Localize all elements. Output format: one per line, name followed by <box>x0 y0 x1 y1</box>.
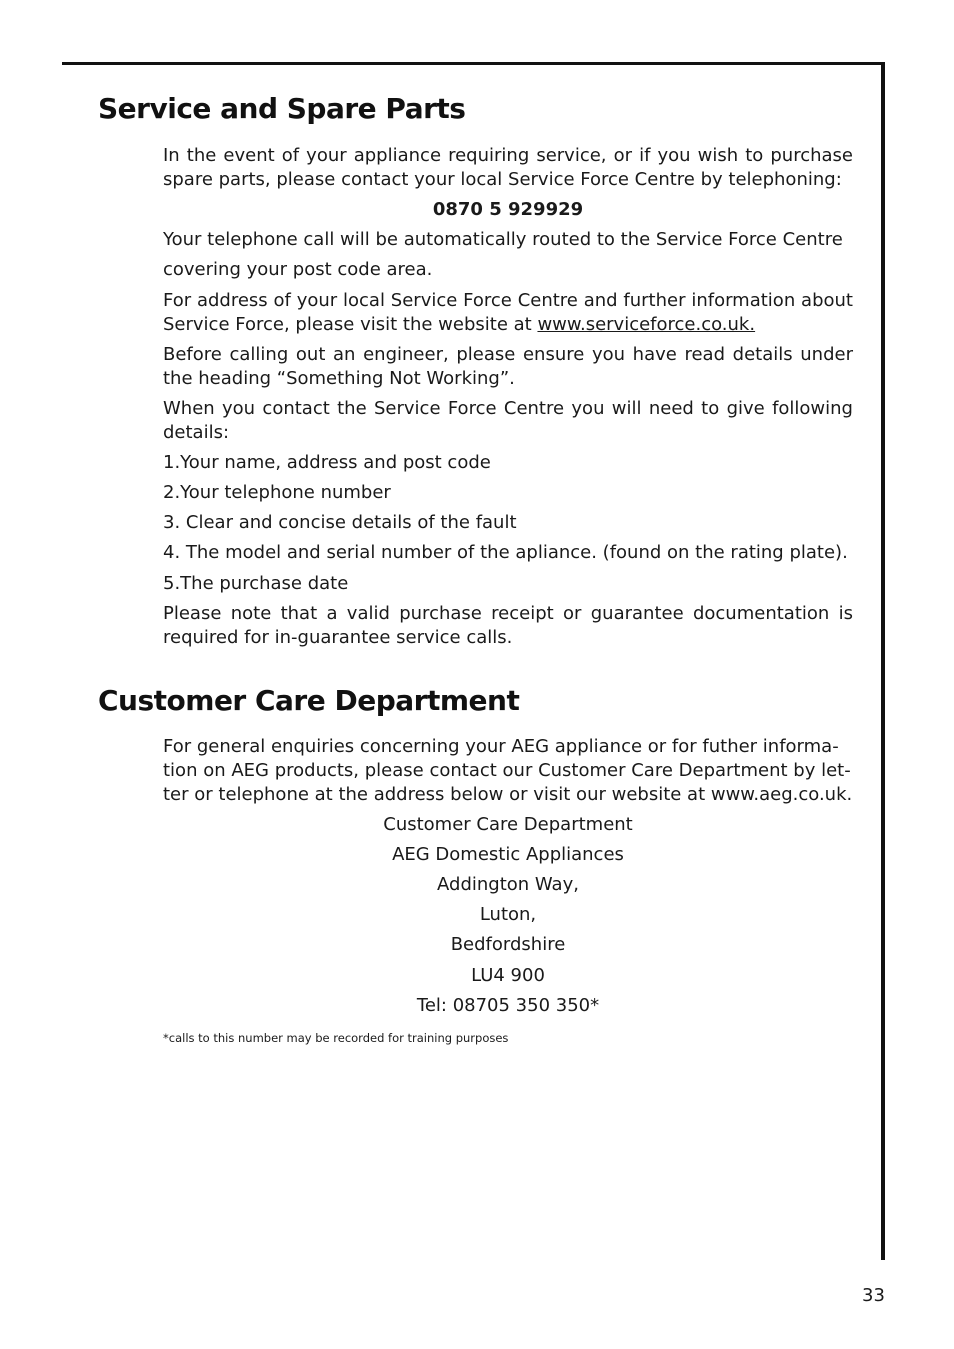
receipt-note: Please note that a valid purchase receipt or guarantee documentation is required for in-guarantee service calls. <box>163 603 853 648</box>
service-heading: Service and Spare Parts <box>98 92 466 125</box>
footnote: *calls to this number may be recorded for training purposes <box>163 1031 509 1045</box>
routing-line-1: Your telephone call will be automatically routed to the Service Force Centre <box>163 229 843 250</box>
page-frame-right-rule <box>881 62 885 1260</box>
routing-line-2: covering your post code area. <box>163 259 433 280</box>
address-line: LU4 900 <box>471 965 545 986</box>
detail-item: 5.The purchase date <box>163 573 349 594</box>
address-line: Customer Care Department <box>383 814 633 835</box>
detail-item: 4. The model and serial number of the apliance. (found on the rating plate). <box>163 542 848 563</box>
service-phone-number: 0870 5 929929 <box>432 199 584 220</box>
customer-care-heading: Customer Care Department <box>98 684 520 717</box>
address-info-paragraph <box>163 289 853 337</box>
customer-care-telephone: Tel: 08705 350 350* <box>416 995 600 1016</box>
customer-care-intro-line-1: For general enquiries concerning your AEG appliance or for futher informa- <box>163 736 839 757</box>
serviceforce-website-link[interactable]: www.serviceforce.co.uk. <box>537 314 756 335</box>
engineer-note: Before calling out an engineer, please ensure you have read details under the heading “Something Not Working”. <box>163 344 853 389</box>
address-line: Addington Way, <box>437 874 579 895</box>
customer-care-intro-line-3: ter or telephone at the address below or visit our website at www.aeg.co.uk. <box>163 784 853 805</box>
detail-item: 3. Clear and concise details of the fault <box>163 512 517 533</box>
page-frame-top-rule <box>62 62 885 65</box>
page-number: 33 <box>862 1285 885 1306</box>
detail-item: 1.Your name, address and post code <box>163 452 491 473</box>
detail-item: 2.Your telephone number <box>163 482 391 503</box>
address-info-text: For address of your local Service Force Centre and further information about Service Force, please visit the website at <box>163 290 853 335</box>
address-line: Bedfordshire <box>450 934 566 955</box>
address-line: AEG Domestic Appliances <box>392 844 624 865</box>
service-intro: In the event of your appliance requiring service, or if you wish to purchase spare parts, please contact your local Service Force Centre by telephoning: <box>163 145 853 190</box>
address-line: Luton, <box>479 904 537 925</box>
customer-care-intro-line-2: tion on AEG products, please contact our Customer Care Department by let- <box>163 760 851 781</box>
details-intro: When you contact the Service Force Centre you will need to give following details: <box>163 398 853 443</box>
